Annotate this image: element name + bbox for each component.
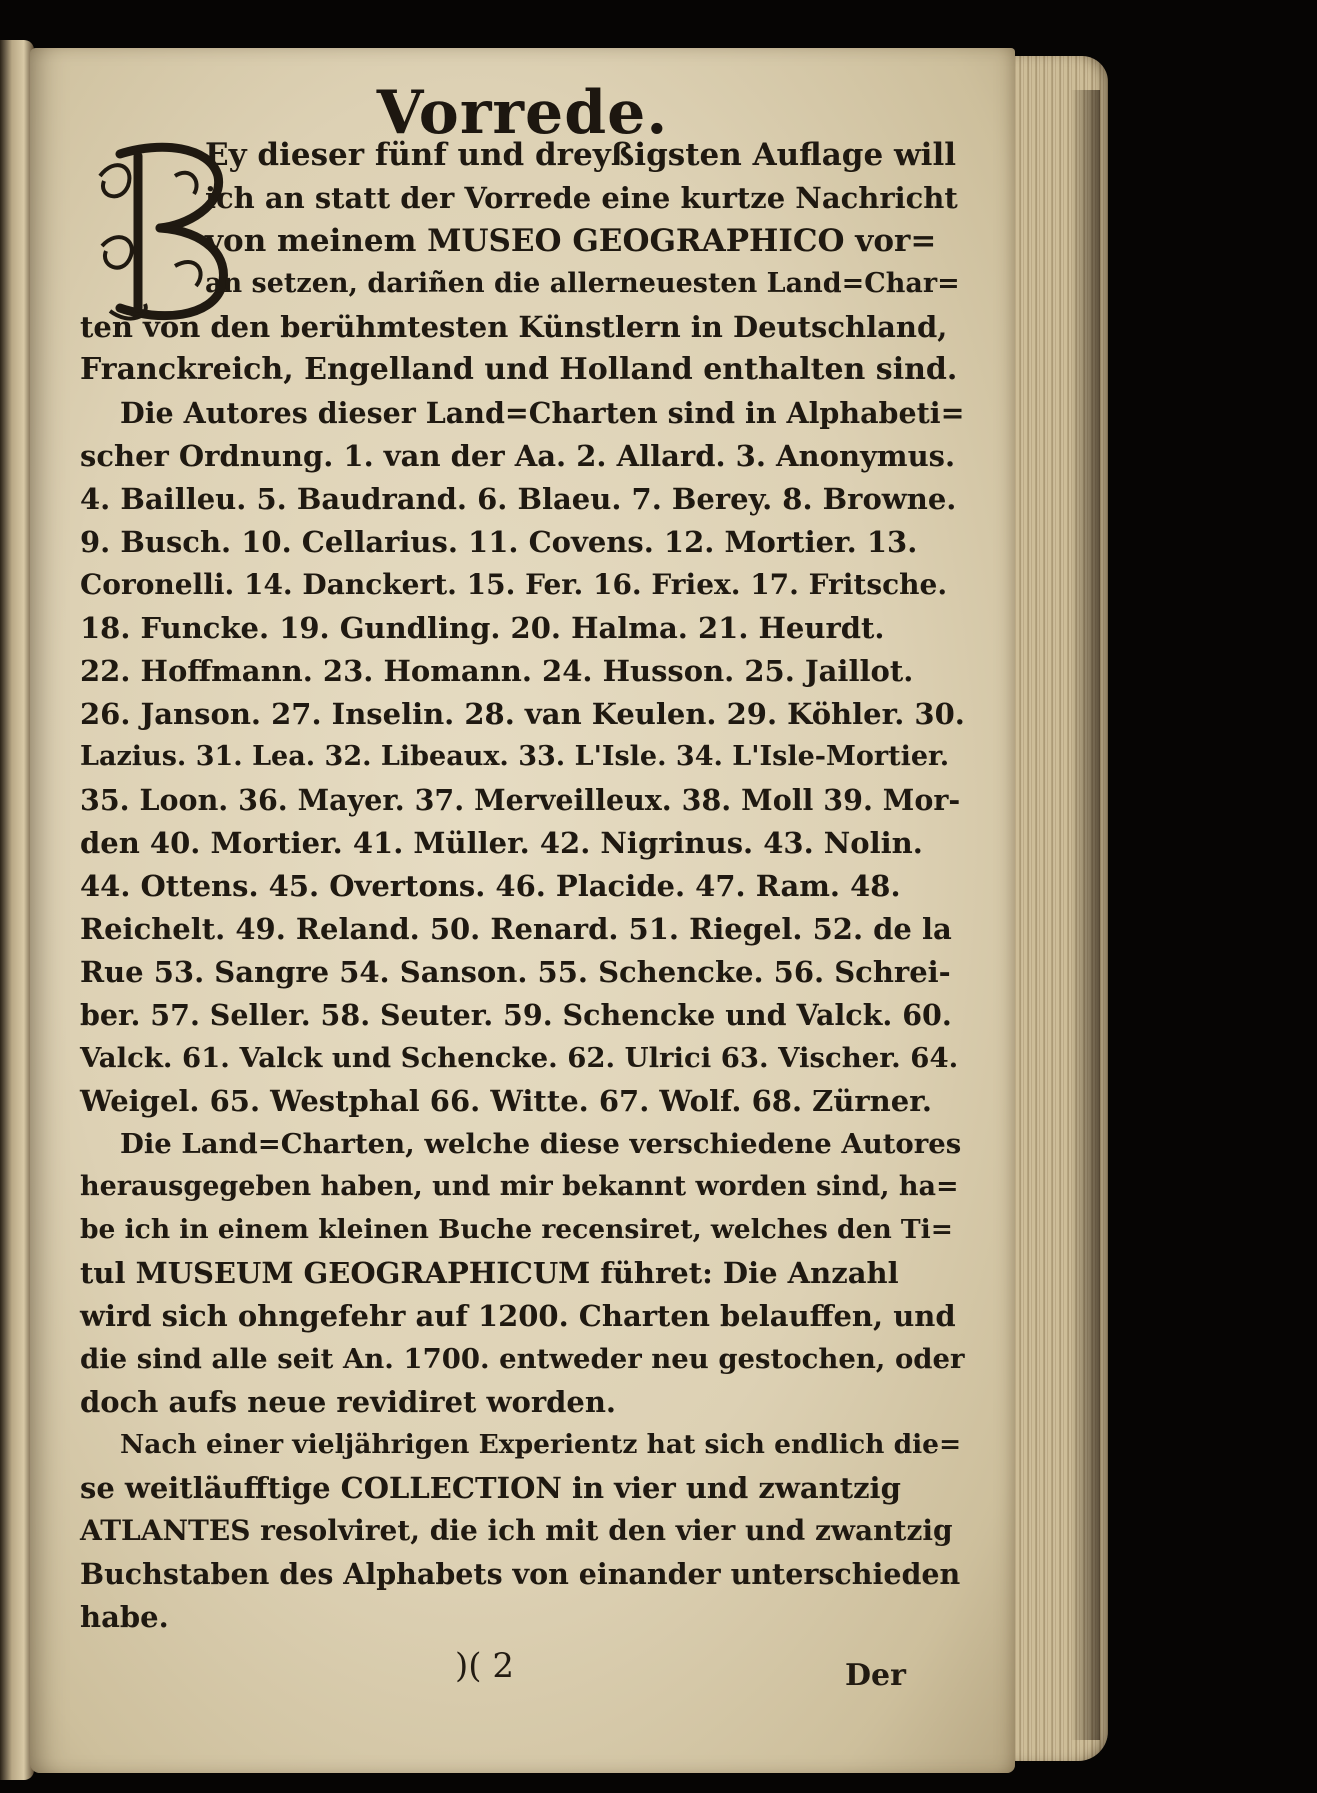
text-line: Nach einer vieljährigen Experientz hat sich endlich die= [120,1429,962,1460]
text-line: den 40. Mortier. 41. Müller. 42. Nigrinus. 43. Nolin. [80,826,923,860]
text-line: Buchstaben des Alphabets von einander unterschieden [80,1557,961,1591]
text-line: wird sich ohngefehr auf 1200. Charten belauffen, und [80,1299,956,1333]
text-line: Die Autores dieser Land=Charten sind in Alphabeti= [120,396,965,430]
text-line: Valck. 61. Valck und Schencke. 62. Ulrici 63. Vischer. 64. [80,1042,959,1074]
text-line: tul MUSEUM GEOGRAPHICUM führet: Die Anzahl [80,1256,899,1290]
text-line: ich an statt der Vorrede eine kurtze Nachricht [205,181,958,215]
text-line: scher Ordnung. 1. van der Aa. 2. Allard. 3. Anonymus. [80,439,956,473]
text-line: an setzen, dariñen die allerneuesten Land=Char= [205,268,960,299]
text-line: die sind alle seit An. 1700. entweder neu gestochen, oder [80,1343,965,1375]
text-line: herausgegeben haben, und mir bekannt worden sind, ha= [80,1171,959,1202]
text-line: 9. Busch. 10. Cellarius. 11. Covens. 12. Mortier. 13. [80,525,918,559]
text-line: Weigel. 65. Westphal 66. Witte. 67. Wolf. 68. Zürner. [80,1084,932,1118]
text-line: Franckreich, Engelland und Holland enthalten sind. [80,352,958,387]
text-line: Lazius. 31. Lea. 32. Libeaux. 33. L'Isle. 34. L'Isle-Mortier. [80,741,950,772]
text-line: von meinem MUSEO GEOGRAPHICO vor= [205,223,937,259]
text-line: ber. 57. Seller. 58. Seuter. 59. Schencke und Valck. 60. [80,998,952,1032]
text-line: habe. [80,1600,169,1634]
text-line: 44. Ottens. 45. Overtons. 46. Placide. 47. Ram. 48. [80,869,901,903]
text-line: 4. Bailleu. 5. Baudrand. 6. Blaeu. 7. Berey. 8. Browne. [80,482,957,516]
text-line: Reichelt. 49. Reland. 50. Renard. 51. Riegel. 52. de la [80,912,952,946]
text-line: be ich in einem kleinen Buche recensiret, welches den Ti= [80,1214,953,1245]
text-line: doch aufs neue revidiret worden. [80,1385,617,1419]
text-line: 26. Janson. 27. Inselin. 28. van Keulen. 29. Köhler. 30. [80,697,965,731]
signature-mark: )( 2 [455,1646,514,1686]
previous-page-edge [0,40,34,1780]
text-line: Die Land=Charten, welche diese verschiedene Autores [120,1128,962,1160]
text-line: Coronelli. 14. Danckert. 15. Fer. 16. Friex. 17. Fritsche. [80,568,948,601]
text-line: ATLANTES resolviret, die ich mit den vier und zwantzig [80,1514,953,1547]
text-line: ten von den berühmtesten Künstlern in Deutschland, [80,310,948,344]
text-line: 18. Funcke. 19. Gundling. 20. Halma. 21. Heurdt. [80,611,885,645]
text-line: Rue 53. Sangre 54. Sanson. 55. Schencke. 56. Schrei- [80,955,951,989]
catchword: Der [845,1658,906,1693]
edge-shadow [1070,90,1100,1740]
text-line: se weitläufftige COLLECTION in vier und zwantzig [80,1471,901,1505]
text-line: 22. Hoffmann. 23. Homann. 24. Husson. 25. Jaillot. [80,654,914,688]
page-title: Vorrede. [376,78,669,148]
book-page [30,48,1015,1773]
text-line: 35. Loon. 36. Mayer. 37. Merveilleux. 38. Moll 39. Mor- [80,783,961,817]
text-line: Ey dieser fünf und dreyßigsten Auflage will [205,137,956,173]
